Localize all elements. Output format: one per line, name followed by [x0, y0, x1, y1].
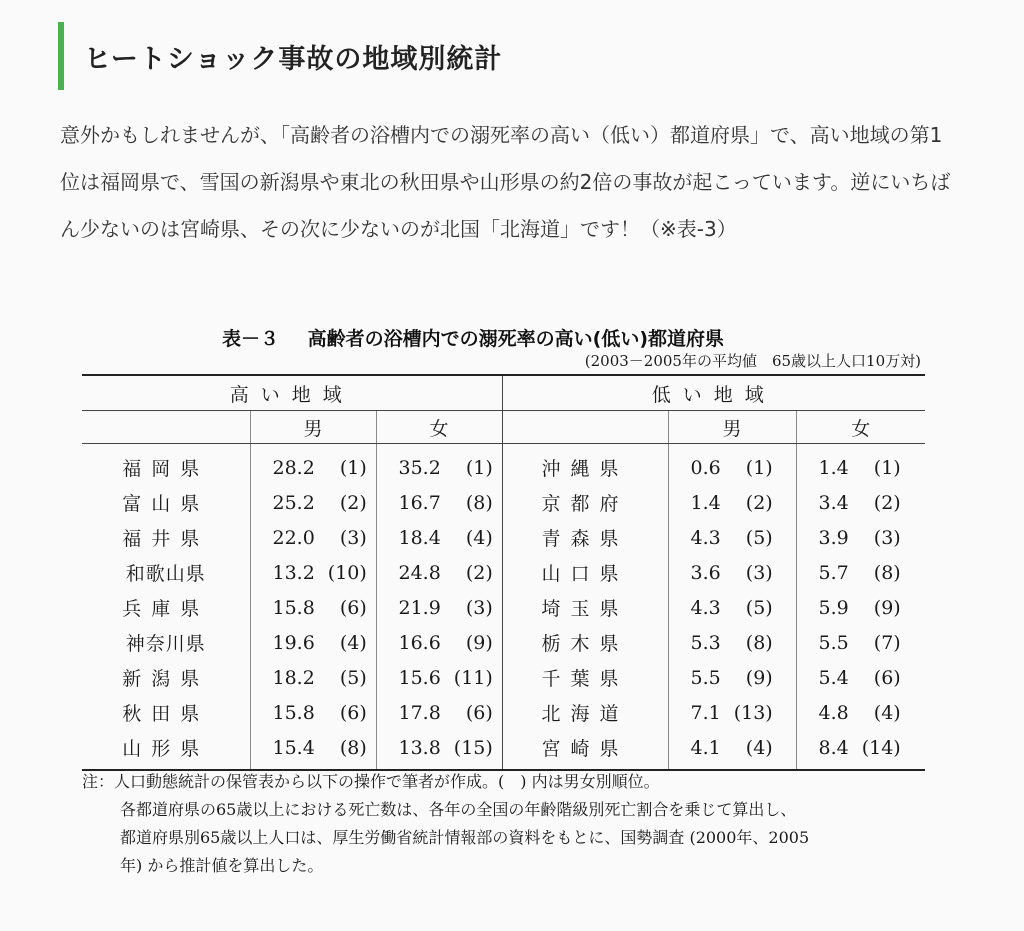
low-female-cell — [796, 444, 925, 486]
low-female-rank: (1) — [873, 456, 901, 479]
table-row — [82, 695, 925, 730]
table-row — [82, 444, 925, 486]
note-line: 注：人口動態統計の保管表から以下の操作で筆者が作成。( ) 内は男女別順位。 — [82, 772, 660, 791]
high-male-value: 19.6 — [272, 631, 315, 654]
high-male-header: 男 — [250, 411, 376, 444]
high-male-rank: (4) — [339, 631, 367, 654]
high-female-rank: (4) — [465, 526, 493, 549]
high-prefecture: 福岡県 — [122, 458, 210, 480]
high-prefecture: 神奈川県 — [125, 633, 206, 655]
high-male-cell — [250, 625, 376, 660]
low-male-value: 4.3 — [690, 526, 721, 549]
high-male-cell — [250, 590, 376, 625]
low-female-rank: (8) — [873, 561, 901, 584]
table-row — [82, 590, 925, 625]
high-female-cell — [376, 660, 502, 695]
high-female-value: 24.8 — [398, 561, 441, 584]
high-female-header: 女 — [376, 411, 502, 444]
high-female-rank: (8) — [465, 491, 493, 514]
note-line: 年) から推計値を算出した。 — [120, 856, 324, 875]
low-female-rank: (7) — [873, 631, 901, 654]
low-prefecture: 北海道 — [502, 695, 668, 730]
low-prefecture: 京都府 — [502, 485, 668, 520]
low-male-cell — [668, 520, 796, 555]
high-male-rank: (1) — [339, 456, 367, 479]
high-female-cell — [376, 590, 502, 625]
low-female-value: 3.9 — [818, 526, 849, 549]
low-male-cell — [668, 730, 796, 770]
table-note — [82, 768, 927, 880]
high-male-value: 15.8 — [272, 596, 315, 619]
table-row — [82, 660, 925, 695]
table-subtitle: (2003－2005年の平均値 65歳以上人口10万対) — [584, 352, 921, 370]
blank-header — [82, 411, 250, 444]
low-prefecture: 埼玉県 — [502, 590, 668, 625]
high-male-rank: (3) — [339, 526, 367, 549]
low-male-value: 7.1 — [690, 701, 721, 724]
low-female-rank: (3) — [873, 526, 901, 549]
low-female-rank: (14) — [861, 736, 901, 759]
low-male-cell — [668, 625, 796, 660]
intro-paragraph: 意外かもしれませんが、「高齢者の浴槽内での溺死率の高い（低い）都道府県」で、高い地域の第1位は福岡県で、雪国の新潟県や東北の秋田県や山形県の約2倍の事故が起こっています。逆にいちばん少ないのは宮崎県、その次に少ないのが北国「北海道」です！（※表-3） — [60, 123, 951, 241]
high-prefecture: 福井県 — [122, 528, 210, 550]
high-prefecture: 兵庫県 — [122, 598, 210, 620]
low-male-value: 5.5 — [690, 666, 721, 689]
low-female-value: 5.5 — [818, 631, 849, 654]
high-male-value: 28.2 — [272, 456, 315, 479]
high-male-cell — [250, 555, 376, 590]
high-male-cell — [250, 485, 376, 520]
low-prefecture: 千葉県 — [502, 660, 668, 695]
high-male-rank: (6) — [339, 596, 367, 619]
high-male-value: 22.0 — [272, 526, 315, 549]
high-prefecture: 新潟県 — [122, 668, 210, 690]
high-male-cell — [250, 730, 376, 770]
low-prefecture: 栃木県 — [502, 625, 668, 660]
low-female-value: 5.4 — [818, 666, 849, 689]
high-female-value: 16.6 — [398, 631, 441, 654]
high-prefecture: 富山県 — [122, 493, 210, 515]
high-male-rank: (2) — [339, 491, 367, 514]
low-female-value: 8.4 — [818, 736, 849, 759]
low-male-rank: (2) — [745, 491, 773, 514]
low-female-rank: (9) — [873, 596, 901, 619]
high-female-rank: (1) — [465, 456, 493, 479]
high-male-rank: (10) — [327, 561, 367, 584]
low-male-rank: (4) — [745, 736, 773, 759]
low-male-rank: (1) — [745, 456, 773, 479]
low-female-value: 4.8 — [818, 701, 849, 724]
table-number: 表－３ — [222, 328, 280, 350]
high-female-rank: (6) — [465, 701, 493, 724]
high-female-cell — [376, 695, 502, 730]
high-female-value: 17.8 — [398, 701, 441, 724]
high-male-value: 15.4 — [272, 736, 315, 759]
high-region-header: 高い地域 — [82, 375, 502, 411]
note-line: 各都道府県の65歳以上における死亡数は、各年の全国の年齢階級別死亡割合を乗じて算出し、 — [120, 800, 797, 819]
high-female-cell — [376, 730, 502, 770]
table-row — [82, 555, 925, 590]
high-male-rank: (6) — [339, 701, 367, 724]
high-male-value: 15.8 — [272, 701, 315, 724]
low-female-cell — [796, 625, 925, 660]
low-male-rank: (13) — [733, 701, 773, 724]
low-female-cell — [796, 555, 925, 590]
low-male-rank: (5) — [745, 596, 773, 619]
low-female-value: 5.9 — [818, 596, 849, 619]
low-female-rank: (6) — [873, 666, 901, 689]
stats-table — [82, 374, 925, 771]
high-prefecture: 山形県 — [122, 738, 210, 760]
table-row — [82, 730, 925, 770]
high-male-value: 25.2 — [272, 491, 315, 514]
section-heading — [58, 22, 502, 90]
high-male-cell — [250, 444, 376, 486]
high-female-value: 16.7 — [398, 491, 441, 514]
low-female-cell — [796, 695, 925, 730]
high-female-cell — [376, 625, 502, 660]
table-row — [82, 485, 925, 520]
high-female-value: 18.4 — [398, 526, 441, 549]
low-male-value: 3.6 — [690, 561, 721, 584]
high-prefecture: 和歌山県 — [125, 563, 206, 585]
high-female-value: 21.9 — [398, 596, 441, 619]
high-female-rank: (11) — [453, 666, 493, 689]
high-female-cell — [376, 485, 502, 520]
low-region-header: 低い地域 — [502, 375, 925, 411]
low-male-value: 4.1 — [690, 736, 721, 759]
low-female-value: 5.7 — [818, 561, 849, 584]
high-male-rank: (5) — [339, 666, 367, 689]
low-male-value: 5.3 — [690, 631, 721, 654]
high-female-value: 35.2 — [398, 456, 441, 479]
low-female-header: 女 — [796, 411, 925, 444]
low-male-cell — [668, 590, 796, 625]
high-prefecture: 秋田県 — [122, 703, 210, 725]
low-female-cell — [796, 590, 925, 625]
section-title: ヒートショック事故の地域別統計 — [84, 43, 503, 75]
low-male-cell — [668, 444, 796, 486]
table-row — [82, 520, 925, 555]
low-female-cell — [796, 520, 925, 555]
low-male-rank: (5) — [745, 526, 773, 549]
low-prefecture: 沖縄県 — [502, 444, 668, 486]
low-male-cell — [668, 695, 796, 730]
high-female-rank: (2) — [465, 561, 493, 584]
high-male-cell — [250, 520, 376, 555]
high-female-cell — [376, 555, 502, 590]
high-female-rank: (15) — [453, 736, 493, 759]
low-male-rank: (9) — [745, 666, 773, 689]
low-prefecture: 山口県 — [502, 555, 668, 590]
low-prefecture: 宮崎県 — [502, 730, 668, 770]
low-male-cell — [668, 555, 796, 590]
low-male-value: 4.3 — [690, 596, 721, 619]
note-line: 都道府県別65歳以上人口は、厚生労働省統計情報部の資料をもとに、国勢調査 (2000年、2005 — [120, 828, 810, 847]
table-title — [222, 324, 724, 351]
low-female-cell — [796, 660, 925, 695]
low-female-rank: (2) — [873, 491, 901, 514]
low-male-rank: (8) — [745, 631, 773, 654]
high-male-rank: (8) — [339, 736, 367, 759]
high-male-value: 18.2 — [272, 666, 315, 689]
table-title-text: 高齢者の浴槽内での溺死率の高い(低い)都道府県 — [307, 328, 725, 350]
low-male-cell — [668, 485, 796, 520]
high-female-cell — [376, 444, 502, 486]
high-male-cell — [250, 660, 376, 695]
low-female-value: 3.4 — [818, 491, 849, 514]
high-female-rank: (9) — [465, 631, 493, 654]
low-female-cell — [796, 485, 925, 520]
high-female-value: 13.8 — [398, 736, 441, 759]
high-female-value: 15.6 — [398, 666, 441, 689]
high-male-cell — [250, 695, 376, 730]
low-male-value: 1.4 — [690, 491, 721, 514]
low-male-rank: (3) — [745, 561, 773, 584]
low-male-value: 0.6 — [690, 456, 721, 479]
low-male-header: 男 — [668, 411, 796, 444]
low-prefecture: 青森県 — [502, 520, 668, 555]
blank-header — [502, 411, 668, 444]
table-row — [82, 625, 925, 660]
high-female-rank: (3) — [465, 596, 493, 619]
low-female-cell — [796, 730, 925, 770]
high-female-cell — [376, 520, 502, 555]
low-female-rank: (4) — [873, 701, 901, 724]
low-female-value: 1.4 — [818, 456, 849, 479]
stats-table-figure — [82, 318, 927, 878]
low-male-cell — [668, 660, 796, 695]
high-male-value: 13.2 — [272, 561, 315, 584]
